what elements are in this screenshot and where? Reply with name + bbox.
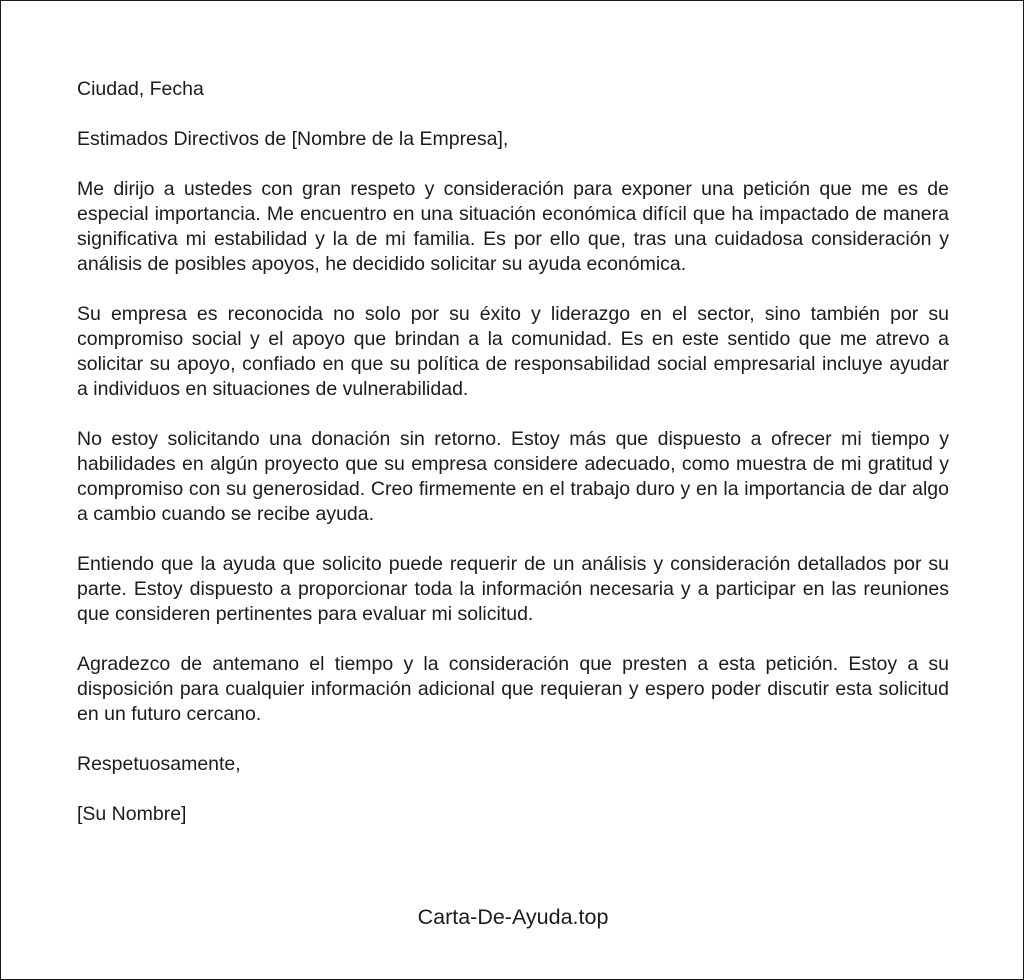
paragraph-request: Me dirijo a ustedes con gran respeto y consideración para exponer una petición que me es de especial importancia. Me encuentro en una situación económica difícil que ha impactado de manera significativa mi estabilidad y la de mi familia. Es por ello que, tras una cuidadosa consideración y análisis de posibles apoyos, he decidido solicitar su ayuda económica.: [77, 178, 949, 275]
closing: Respetuosamente,: [77, 753, 241, 775]
signature: [Su Nombre]: [77, 803, 187, 825]
paragraph-availability: Entiendo que la ayuda que solicito puede requerir de un análisis y consideración detallados por su parte. Estoy dispuesto a proporcionar toda la información necesaria y a participar en las reuniones que consideren pertinentes para evaluar mi solicitud.: [77, 553, 949, 625]
paragraph-offer: No estoy solicitando una donación sin retorno. Estoy más que dispuesto a ofrecer mi tiempo y habilidades en algún proyecto que su empresa considere adecuado, como muestra de mi gratitud y compromiso con su generosidad. Creo firmemente en el trabajo duro y en la importancia de dar algo a cambio cuando se recibe ayuda.: [77, 428, 949, 525]
site-footer: Carta-De-Ayuda.top: [417, 905, 609, 929]
salutation: Estimados Directivos de [Nombre de la Empresa],: [77, 128, 509, 150]
paragraph-company: Su empresa es reconocida no solo por su éxito y liderazgo en el sector, sino también por su compromiso social y el apoyo que brindan a la comunidad. Es en este sentido que me atrevo a solicitar su apoyo, confiado en que su política de responsabilidad social empresarial incluye ayudar a individuos en situaciones de vulnerabilidad.: [77, 303, 949, 400]
place-date: Ciudad, Fecha: [77, 78, 204, 100]
letter-body: [77, 77, 949, 852]
paragraph-thanks: Agradezco de antemano el tiempo y la consideración que presten a esta petición. Estoy a su disposición para cualquier información adicional que requieran y espero poder discutir esta solicitud en un futuro cercano.: [77, 653, 949, 725]
